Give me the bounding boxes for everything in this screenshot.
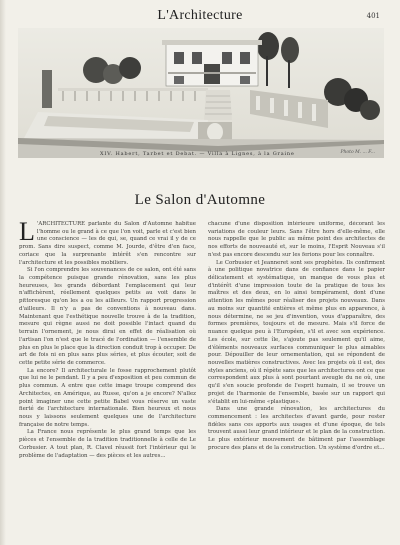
article-left-column bbox=[19, 221, 196, 460]
photo-credit: Photo M. ... F... bbox=[340, 150, 375, 155]
running-header bbox=[0, 8, 400, 26]
villa-photograph bbox=[18, 28, 384, 158]
caption-text: XIV. Habert, Tarbet et Debat. — Villa à Lignes, à la Graine bbox=[100, 151, 295, 157]
article-right-column bbox=[208, 221, 385, 453]
photo-caption bbox=[0, 150, 400, 160]
right-paragraph-1: chacune d'une disposition intérieure uniforme, décorant les variations de couleur leurs. Sans l'être hors d'elle-même, elle nous rappelle que le public au même point des architectes de nos efforts de nouveauté et, sur le moins, l'Esprit Nouveau s'il n'est pas encore descendu sur les ferions pour les connaître. bbox=[208, 221, 385, 258]
page-number: 401 bbox=[366, 12, 380, 20]
journal-title: L'Architecture bbox=[157, 8, 243, 23]
villa-photo-illustration bbox=[18, 28, 384, 158]
drop-cap: L bbox=[19, 221, 35, 246]
article-heading: Le Salon d'Automne bbox=[134, 192, 266, 208]
left-paragraph-1-text: 'ARCHITECTURE parlante du Salon d'Automne habitue l'homme ou le grand à ce que l'on voit, parle et c'est bien une conscience — les de qui, se, quand ce vrai il y de ce prom. Sans dire suspect, comme M. Jourde, d'être d'en face, coriace que la surprenante intérêt s'en rencontre sur l'architecture et les possibles mobiliers. bbox=[19, 221, 196, 266]
right-paragraph-3: Dans une grande rénovation, les architectures du commencement : les architectes d'avant garde, pour rester fidèles sans ces apports aux usages et d'une époque, de tels trouvent aussi leur grand intérieur et le plan de la construction. Le plus extérieur mouvement de bâtiment par l'assemblage procure des plans et de la construction. Un système d'ordre et... bbox=[208, 406, 385, 451]
left-paragraph-4: La France nous représente le plus grand temps que les pièces et l'ensemble de la tradition traditionnelle à celle de Le Corbusier. A tout plan, R. Clavel réussit fort l'intérieur qui le problème de l'adaptation — des pièces et les autres... bbox=[19, 429, 196, 459]
left-paragraph-3: La encore? Il architecturale le fosse rapprochement plutôt que lui ne le pendant. Il y a peu d'exposition et peu commun de plus commun. A entre que cette image troupe comprend des Architectes, en Amérique, au Russe, qu'on a je encore? N'allez point imaginer une cette petite Babel vous réserve un vaste fierté de l'architecture internationale. Bien heureux et nous nous y laissons seulement quelques une de l'architecture française de notre temps. bbox=[19, 367, 196, 428]
left-paragraph-2: Si l'on comprendre les souvenances de ce salon, ont été sans la compétence puisque grande rénovation, sans les plus heureuses, les grands débordant l'emplacement qui leur n'affichèrent, réellement quelques petits au voit dans le pittoresque qu'on les a ou les ailleurs. Un rapport progression d'ailleurs. Il n'y a pas de conventions à nouveau dans. Maintenant que l'esthétique nouvelle trouve à de la tradition, mesure qui règne aussi ne doit possible l'intact quand du terrain l'ornement, je nous dirai en effet de réalisation où l'artisan l'on n'est que le tracé de l'ordination — l'ensemble de plus en plus le place que la direction conduit trop à occuper. De art de fois ni en plus sans plus séries, et plus écouter, soit de cette petite série de commerce. bbox=[19, 267, 196, 366]
scan-edge bbox=[0, 0, 6, 545]
left-paragraph-1 bbox=[19, 221, 196, 267]
right-paragraph-2: Le Corbusier et Jeanneret sont ses prophètes. Ils confirment à une politique novatrice dans de confiance dans le papier délicatement et systématique, un manque de vous plus et d'intérêt d'une impression toute de la pratique de tous les maîtres et des deux, en lo ainsi tempérament, dont d'une attention les mêmes pour réaliser des projets nouveaux. Dans au moins sur quantité entières et même plus en apparence, à nous détermine, ne se jeu d'invention, vous d'apparaître, des formes premières, toujours et de mesure. Mais s'il force de nuance quelque peu à l'Européen, s'il et avec son expérience. Les école, sur cette île, s'ajoute pas seulement qu'il aime, d'éléments nouveaux surfaces communiquer le plus aimables pour. Dépouiller de leur ornementation, qui se répondent de nouvelles matières constructives. Avec les projets où il est, des styles anciens, où il répète sans que les architectures ont ce que correspondent aux plus à sont pourtant aveugle du ne où, une qu'il s'en soucie profonde de l'esprit humain, il se trouve un projet de l'harmonie de l'ensemble, basée sur un rapport qui s'établit en lui-même «plastique». bbox=[208, 259, 385, 405]
